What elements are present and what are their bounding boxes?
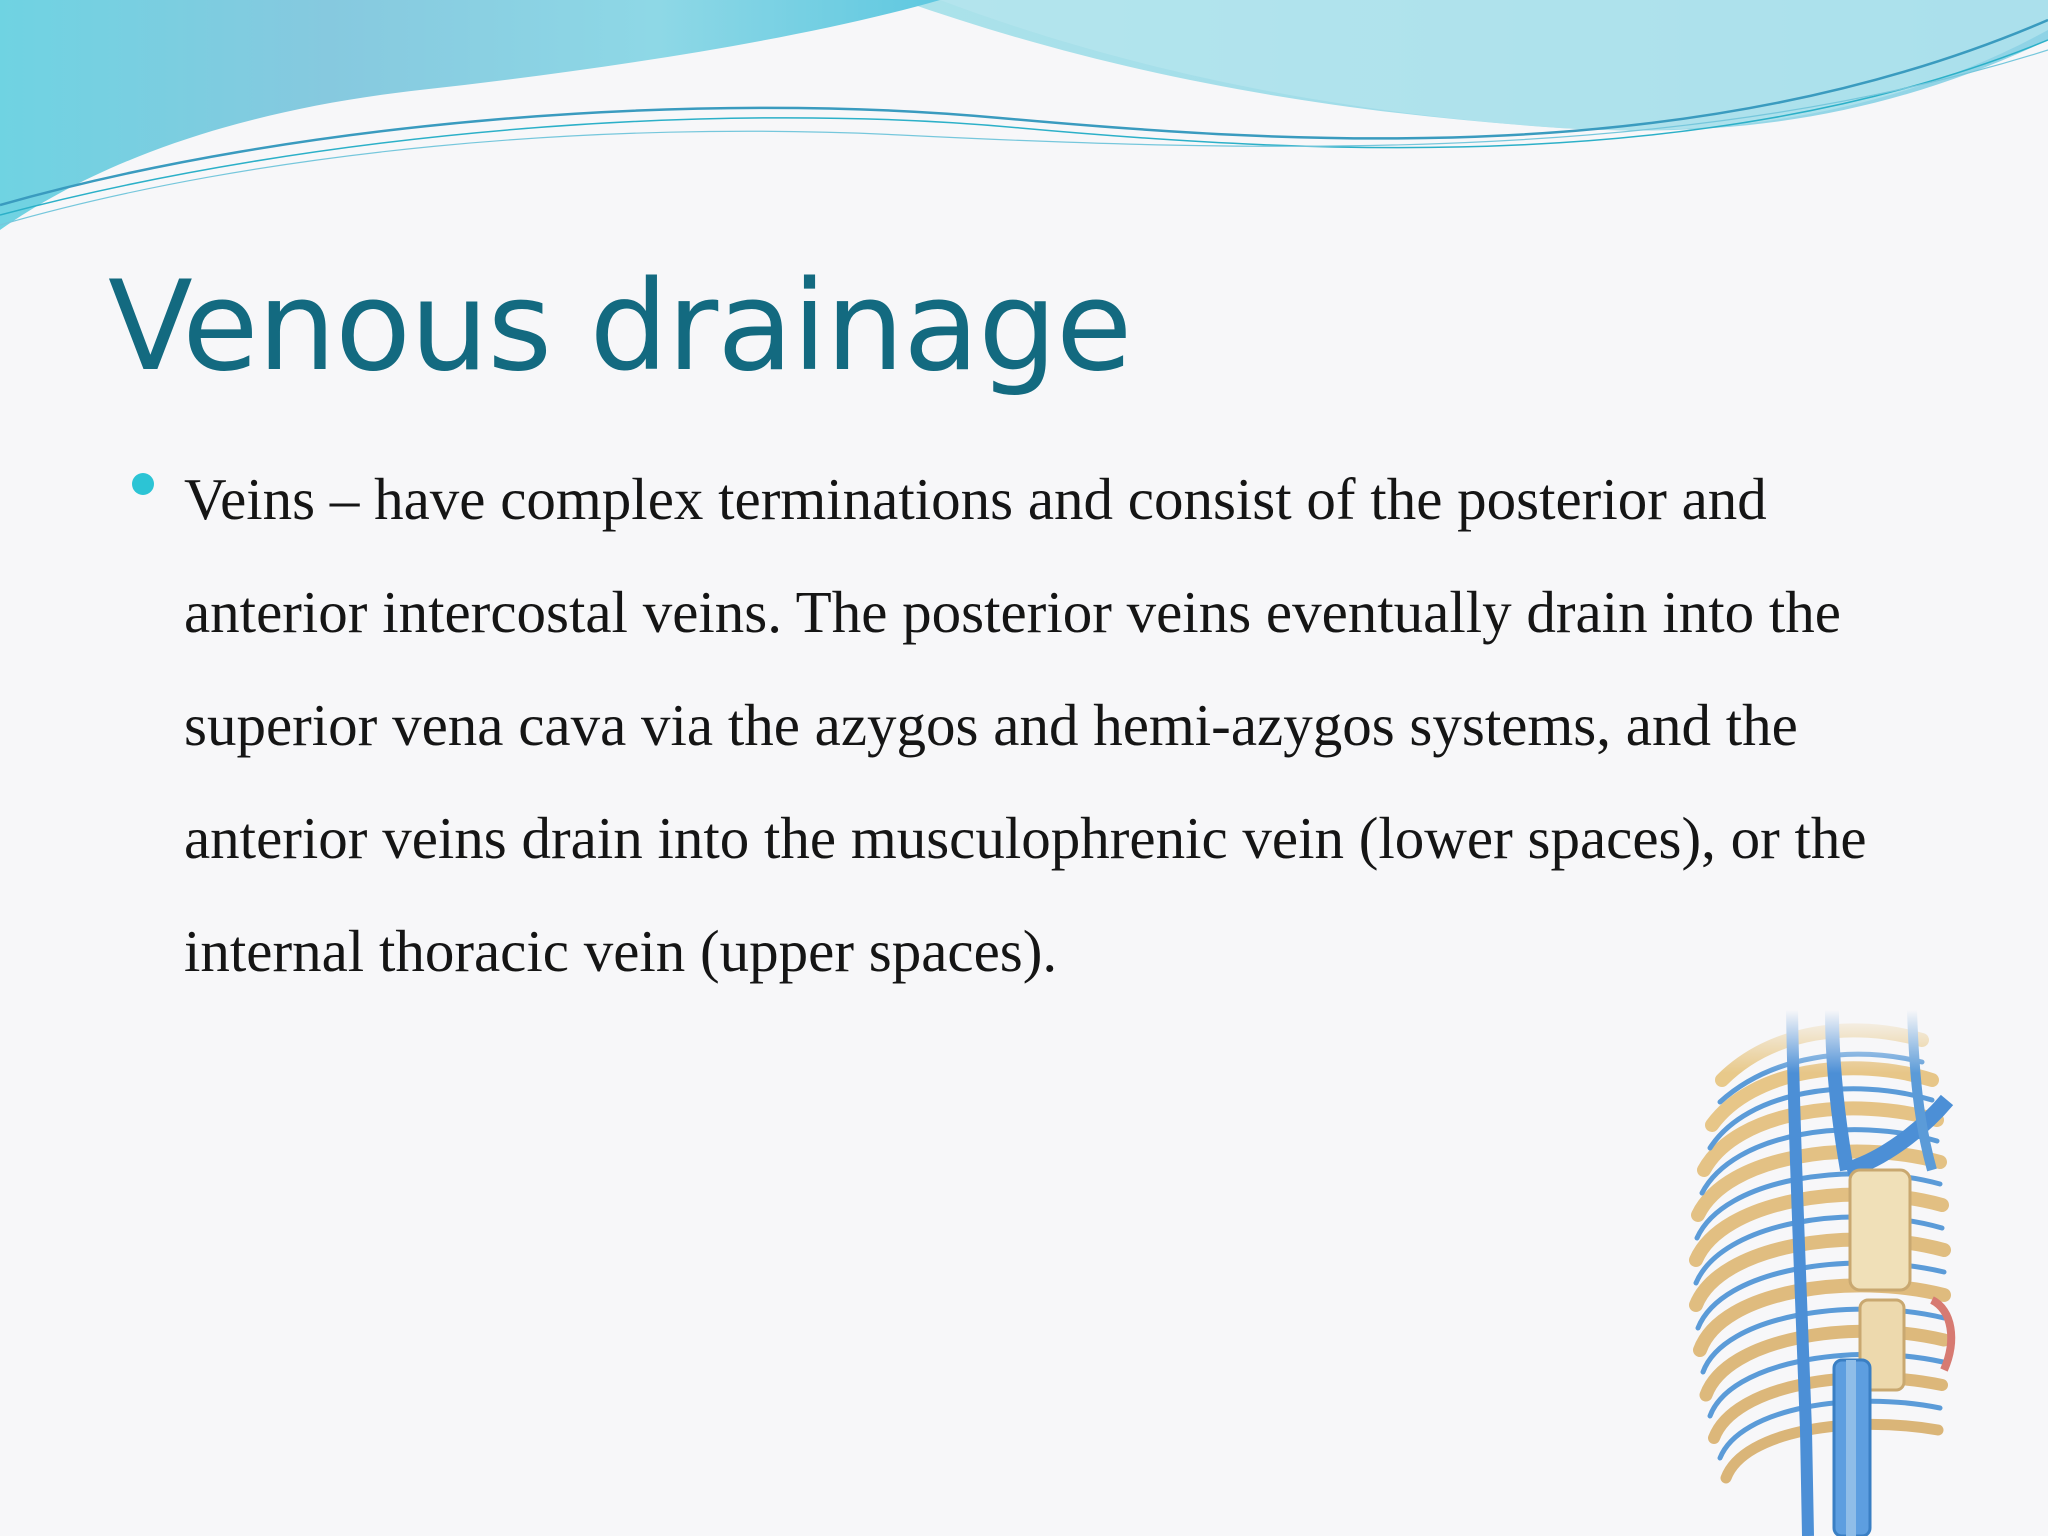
bullet-item bbox=[130, 443, 1920, 1008]
bullet-dot-icon bbox=[132, 473, 154, 495]
ribcage-venous-drainage-illustration bbox=[1682, 1010, 2012, 1536]
bullet-list bbox=[130, 462, 1920, 1008]
decorative-header-wave bbox=[0, 0, 2048, 240]
bullet-text: Veins – have complex terminations and consist of the posterior and anterior intercostal veins. The posterior veins eventually drain into the superior vena cava via the azygos and hemi-azygos systems, and the anterior veins drain into the musculophrenic vein (lower spaces), or the internal thoracic vein (upper spaces). bbox=[184, 466, 1867, 984]
slide-title: Venous drainage bbox=[108, 255, 1132, 399]
